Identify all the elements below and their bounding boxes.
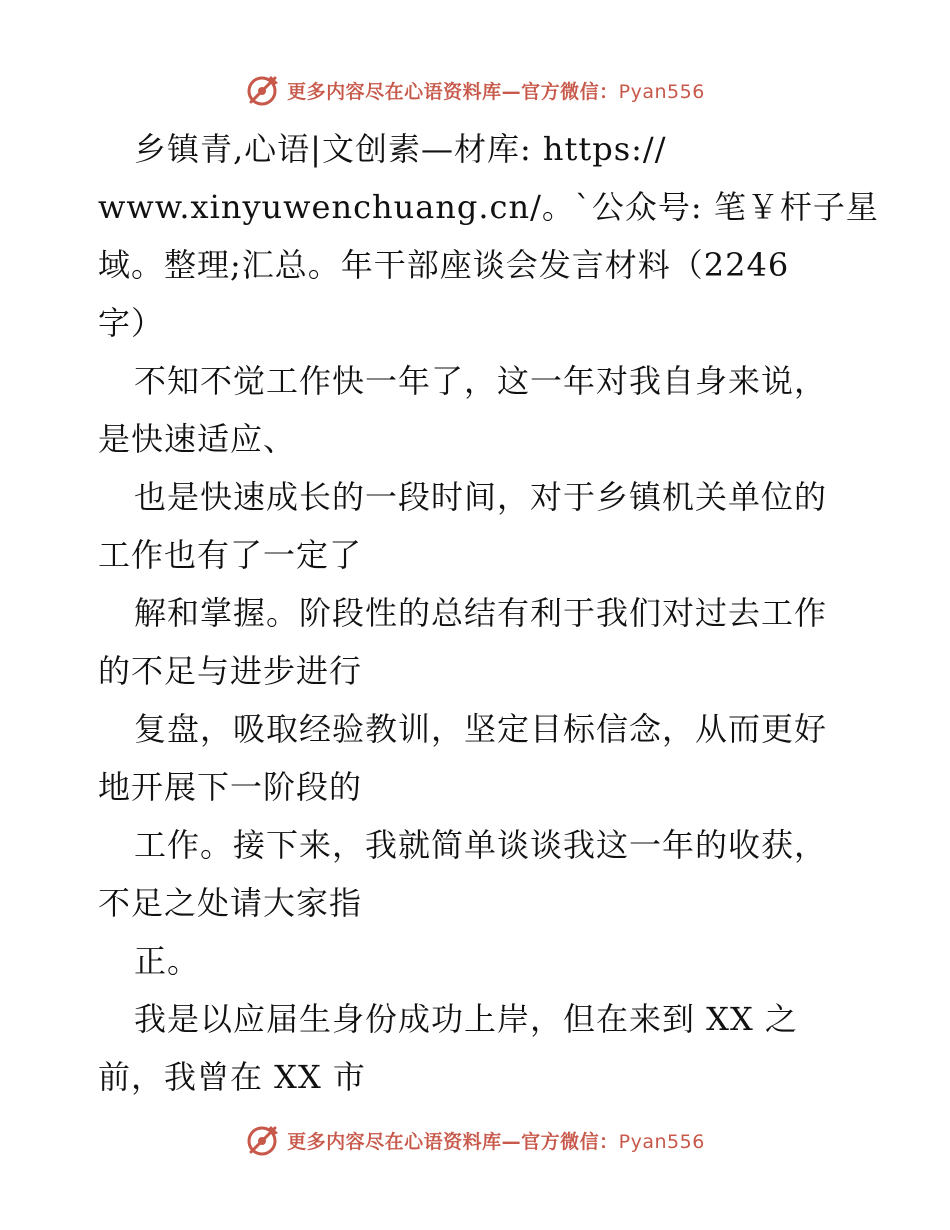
text-line: 我是以应届生身份成功上岸，但在来到 XX 之 [134, 1000, 798, 1038]
text-line: 域。整理;汇总。年干部座谈会发言材料（2246 [98, 246, 790, 284]
text-line: 也是快速成长的一段时间，对于乡镇机关单位的 [134, 478, 828, 516]
banner-text: 更多内容尽在心语资料库—官方微信：Pyan556 [287, 1130, 705, 1153]
text-line: 地开展下一阶段的 [98, 768, 363, 806]
banner-handle: Pyan556 [618, 1130, 705, 1153]
document-body [98, 120, 879, 1106]
text-line: 不足之处请大家指 [98, 884, 363, 922]
footer-banner [0, 1120, 950, 1160]
text-line: 复盘，吸取经验教训，坚定目标信念，从而更好 [134, 710, 828, 748]
text-line: 字） [98, 304, 165, 342]
pen-circle-logo-icon [245, 72, 281, 108]
banner-handle: Pyan556 [618, 80, 705, 103]
text-line: 前，我曾在 XX 市 [98, 1058, 366, 1096]
text-line: 的不足与进步进行 [98, 652, 363, 690]
text-line: 乡镇青,心语|文创素—材库: https:// [134, 130, 667, 168]
header-banner [0, 70, 950, 110]
text-line: www.xinyuwenchuang.cn/。`公众号: 笔￥杆子星 [98, 188, 879, 226]
pen-circle-logo-icon [245, 1122, 281, 1158]
text-line: 工作。接下来，我就简单谈谈我这一年的收获， [134, 826, 828, 864]
text-line: 是快速适应、 [98, 420, 297, 458]
text-line: 解和掌握。阶段性的总结有利于我们对过去工作 [134, 594, 828, 632]
text-line: 工作也有了一定了 [98, 536, 363, 574]
text-line: 正。 [134, 942, 201, 980]
text-line: 不知不觉工作快一年了，这一年对我自身来说， [134, 362, 828, 400]
banner-text: 更多内容尽在心语资料库—官方微信：Pyan556 [287, 80, 705, 103]
